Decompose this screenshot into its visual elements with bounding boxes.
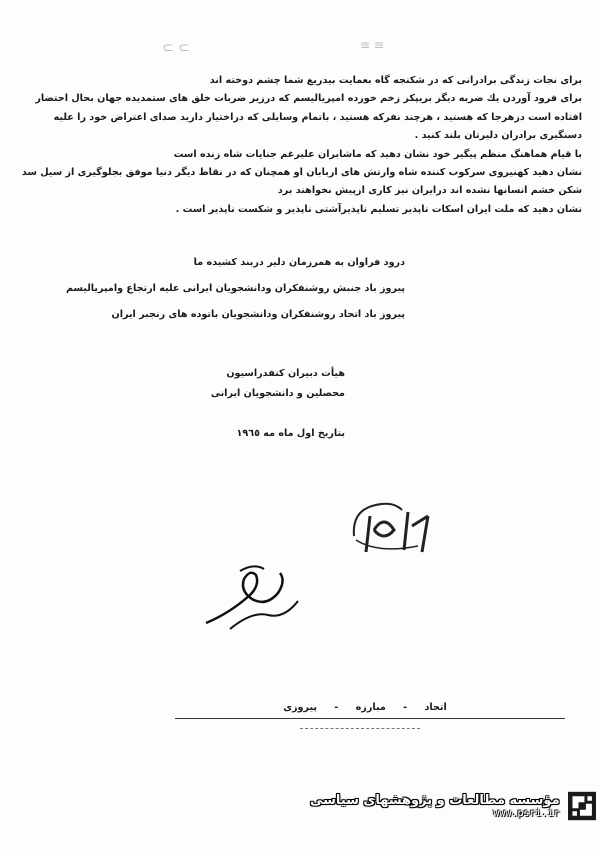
scan-artifact: ≡ ≡ [360, 38, 384, 52]
letter-body [12, 72, 582, 219]
footer-slogan: اتحاد - مبارزه - پیروزی [283, 702, 447, 713]
body-line: برای فرود آوردن یك ضربه دیگر بریپکر زخم خورده امپریالیسم که درزیر ضربات خلق های ستمدیده جهان بحال احتضار [35, 93, 582, 105]
body-line: دسنگیری برادران دلیرتان بلند کنید . [414, 130, 582, 142]
footer-divider [175, 718, 565, 719]
slogan-line: درود فراوان به همرزمان دلیر دربند کشیده ما [193, 257, 405, 268]
body-line: نشان دهید کهنیروی سرکوب کننده شاه وارتش های اربابان او همچنان که در نقاط دیگر دنیا موفق بجلوگیری از سیل سد [21, 167, 582, 179]
body-line: افتاده است دزهرجا که هستید ، هرچند نفرکه هستید ، باتمام وسایلی که دراختیار دارید صدای اعتراض خود را علیه [53, 111, 582, 123]
slogan-line: پیروز باد جنبش روشنفکران ودانشجویان ایرانی علیه ارتجاع وامپریالیسم [66, 283, 405, 294]
document-date: بتاریخ اول ماه مه ١٩٦٥ [236, 428, 345, 439]
watermark-url: www.psri.ir [493, 808, 560, 819]
footer-dashes [300, 728, 420, 729]
body-line: نشان دهید که ملت ایران اسکات ناپذیر تسلیم ناپذیرآشتی ناپذیر و شکست ناپذیر است . [175, 203, 582, 215]
watermark-text [310, 793, 560, 819]
slogan-line: پیروز باد اتحاد روشنفکران ودانشجویان باتوده های رنجبر ایران [111, 309, 405, 320]
psri-logo-icon [568, 787, 596, 825]
handwritten-number-stamp [348, 496, 438, 558]
body-line: شکن خشم انسانها نشده اند درایران نیز کاری ازپیش نخواهند برد [277, 185, 582, 197]
slogans [66, 250, 405, 328]
scan-artifact: ⊂ ⊂ [162, 40, 190, 56]
signatory-line: محصلین و دانشجویان ایرانی [210, 388, 345, 399]
body-line: برای نجات زندگی برادرانی که در شکنجه گاه بعمایت بیدریغ شما چشم دوخته اند [209, 75, 582, 86]
signatory-line: هیأت دبیران کنفدراسیون [226, 368, 345, 379]
archive-watermark [310, 784, 600, 828]
watermark-organization: مؤسسه مطالعات و پژوهشهای سیاسی [310, 793, 560, 808]
body-line: با قیام هماهنگ منظم پیگیر خود نشان دهید که ماشابران علیرغم جنایات شاه زنده است [173, 148, 582, 160]
signature-block [145, 364, 345, 404]
handwritten-signature [200, 555, 310, 635]
